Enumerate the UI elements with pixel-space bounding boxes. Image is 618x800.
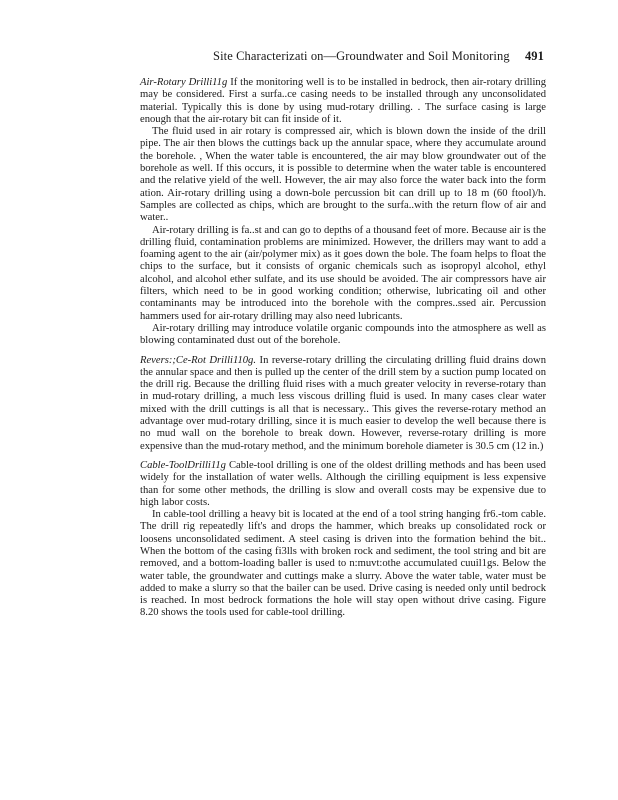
paragraph: [140, 77, 546, 126]
paragraph: [140, 460, 546, 509]
paragraph: The fluid used in air rotary is compressed air, which is blown down the inside of the drill pipe. The air then blows the cuttings back up the annular space, where they accumulate around the borehole. , When the water table is encountered, the air may blow groundwater out of the borehole as well. If this occurs, it is possible to determine when the water table is encountered and the relative yield of the well. However, the air may also force the water back into the form ation. Air-rotary drilling using a down-bole percussion bit can drill up to 18 m (60 ftool)/h. Samples are collected as chips, which are brought to the surfa..with the return flow of air and water..: [140, 126, 546, 224]
paragraph: [140, 355, 546, 453]
paragraph: In cable-tool drilling a heavy bit is located at the end of a tool string hanging fr6.-tom cable. The drill rig repeatedly lift's and drops the hammer, which breaks up consolidated rock or loosens unconsolidated sediment. A steel casing is driven into the formation behind the bit.. When the bottom of the casing fi3lls with broken rock and sediment, the tool string and bit are removed, and a bottom-loading baller is used to n:muvt:othe accumulated cuuil1gs. Below the water table, the groundwater and cuttings make a slurry. Above the water table, water must be added to make a slurry so that the bailer can be used. Drive casing is needed only until bedrock is reached. In most bedrock formations the hole will stay open without drive casing. Figure 8.20 shows the tools used for cable-tool drilling.: [140, 509, 546, 619]
page-number: 491: [524, 49, 544, 63]
paragraph: Air-rotary drilling may introduce volatile organic compounds into the atmosphere as well as blowing contaminated dust out of the borehole.: [140, 322, 546, 347]
running-title: Site Characterizati on—Groundwater and Soil Monitoring: [213, 49, 510, 63]
paragraph: Air-rotary drilling is fa..st and can go to depths of a thousand feet of more. Because air is the drilling fluid, contamination problems are minimized. However, the drillers may want to add a foaming agent to the air (air/polymer mix) as it goes down the bole. The foam helps to float the chips to the surface, but it consists of organic chemicals such as isopropyl alcohol, ethyl alcohol, and alcohol ether sulfate, and its use should be avoided. The air compressors have air filters, which need to be in good working condition; otherwise, lubricating oil and other contaminants may be introduced into the borehole with the compres..ssed air. Percussion hammers used for air-rotary drilling may also need lubricants.: [140, 224, 546, 322]
paragraph-text: Cable-tool drilling is one of the oldest drilling methods and has been used widely for the installation of water wells. Although the cirilling equipment is less expensive than for some other methods, the drilling is slow and overall costs may be expensive due to high labor costs.: [140, 459, 546, 508]
paragraph-text: In reverse-rotary drilling the circulating drilling fluid drains down the annular space and then is pulled up the center of the drill stem by a suction pump located on the drill rig. Because the drilling fluid rises with a much greater velocity in reverse-rotary than in mud-rotary drilling, a much less viscous drilling fluid is used. In many cases clear water mixed with the drill cuttings is all that is necessary.. This gives the reverse-rotary method an advantage over mud-rotary drilling, since it is much easier to develop the well because there is no mud wall on the borehole to break down. However, reverse-rotary drilling is more expensive than the mud-rotary method, and the minimum borehole diameter is 30.5 cm (12 in.): [140, 354, 546, 452]
running-header: [213, 49, 544, 64]
section-heading-cable-tool: Cable-ToolDrilli11g: [140, 459, 226, 471]
paragraph-text: If the monitoring well is to be installed in bedrock, then air-rotary drilling may be considered. First a surfa..ce casing needs to be installed through any unconsolidated material. Typically this is done by using mud-rotary drilling. . The surface casing is large enough that the air-rotary bit can fit inside of it.: [140, 77, 546, 125]
body-text: [140, 77, 546, 620]
section-heading-air-rotary: Air-Rotary Drilli11g: [140, 77, 228, 88]
section-heading-reverse-rotary: Revers:;Ce-Rot Drilli110g.: [140, 354, 257, 366]
